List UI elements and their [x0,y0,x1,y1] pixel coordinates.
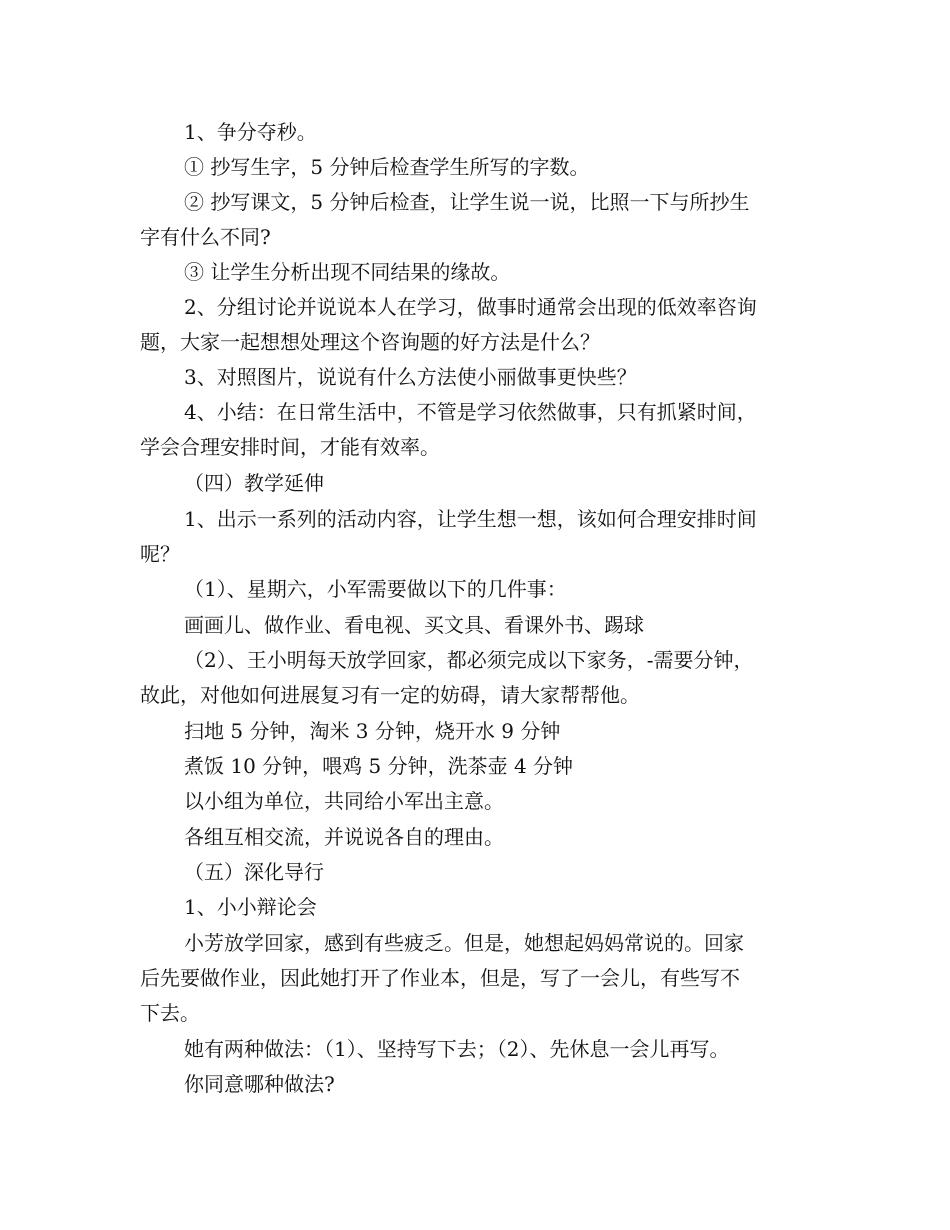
text-line: 4、小结：在日常生活中，不管是学习依然做事，只有抓紧时间， [184,400,757,424]
text-line: 故此，对他如何进展复习有一定的妨碍，请大家帮帮他。 [140,683,640,707]
text-line: 学会合理安排时间，才能有效率。 [140,435,440,459]
text-line: 1、争分夺秒。 [184,120,317,144]
text-line: 她有两种做法：（1）、坚持写下去；（2）、先休息一会儿再写。 [184,1037,730,1061]
text-line: 下去。 [140,1001,200,1025]
text-line: 扫地 5 分钟，淘米 3 分钟，烧开水 9 分钟 [184,719,561,743]
text-line: 以小组为单位，共同给小军出主意。 [184,789,504,813]
text-line: 1、出示一系列的活动内容，让学生想一想，该如何合理安排时间 [184,507,757,531]
text-line: ③ 让学生分析出现不同结果的缘故。 [184,260,511,284]
section-heading: （五）深化导行 [184,860,324,884]
text-line: 3、对照图片，说说有什么方法使小丽做事更快些？ [184,365,637,389]
text-line: 煮饭 10 分钟，喂鸡 5 分钟，洗茶壶 4 分钟 [184,754,574,778]
text-line: 你同意哪种做法? [184,1072,335,1096]
text-line: 1、小小辩论会 [184,895,317,919]
text-line: 后先要做作业，因此她打开了作业本，但是，写了一会儿，有些写不 [140,966,740,990]
text-line: ② 抄写课文，5 分钟后检查，让学生说一说，比照一下与所抄生 [184,190,750,214]
text-line: 2、分组讨论并说说本人在学习，做事时通常会出现的低效率咨询 [184,295,757,319]
text-line: 呢？ [140,542,180,566]
text-line: ① 抄写生字，5 分钟后检查学生所写的字数。 [184,155,590,179]
text-line: 各组互相交流，并说说各自的理由。 [184,825,504,849]
text-line: 题，大家一起想想处理这个咨询题的好方法是什么？ [140,330,600,354]
section-heading: （四）教学延伸 [184,471,324,495]
text-line: 画画儿、做作业、看电视、买文具、看课外书、踢球 [184,613,644,637]
text-line: 小芳放学回家，感到有些疲乏。但是，她想起妈妈常说的。回家 [184,931,744,955]
text-line: （1）、星期六，小军需要做以下的几件事： [184,577,567,601]
text-line: 字有什么不同? [140,225,271,249]
text-line: （2）、王小明每天放学回家，都必须完成以下家务，-需要分钟， [184,648,754,672]
